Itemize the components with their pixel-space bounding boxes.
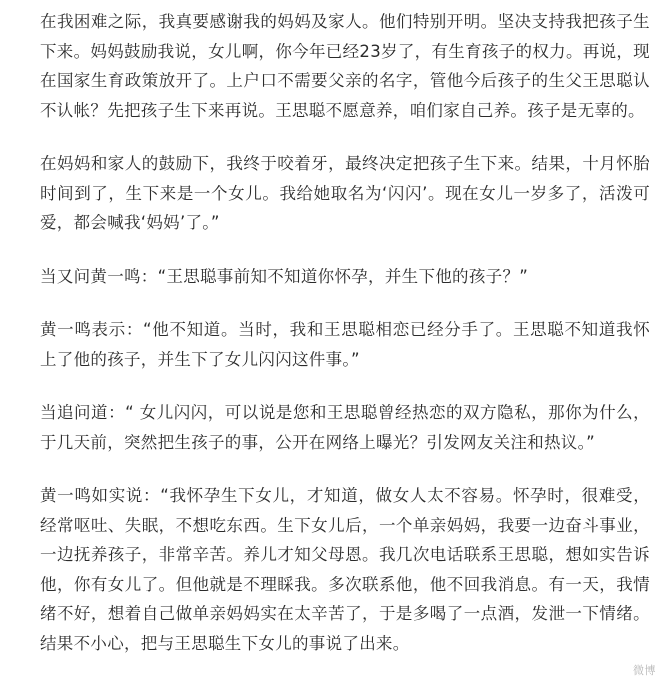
paragraph-3: 当又问黄一鸣：“王思聪事前知不知道你怀孕，并生下他的孩子？” <box>40 266 529 286</box>
paragraph-6: 黄一鸣如实说：“我怀孕生下女儿，才知道，做女人太不容易。怀孕时，很难受，经常呕吐、失眠，不想吃东西。生下女儿后，一个单亲妈妈，我要一边奋斗事业，一边抚养孩子，非常辛苦。养儿才知父母恩。我几次电话联系王思聪，想如实告诉他，你有女儿了。但他就是不理睬我。多次联系他，他不回我消息。有一天，我情绪不好，想着自己做单亲妈妈实在太辛苦了，于是多喝了一点酒，发泄一下情绪。结果不小心，把与王思聪生下女儿的事说了出来。 <box>40 486 650 653</box>
paragraph-5: 当追问道：“ 女儿闪闪，可以说是您和王思聪曾经热恋的双方隐私，那你为什么，于几天前，突然把生孩子的事，公开在网络上曝光？引发网友关注和热议。” <box>40 403 650 452</box>
watermark: 微博 <box>633 664 656 677</box>
article-body <box>40 7 650 658</box>
paragraph-2: 在妈妈和家人的鼓励下，我终于咬着牙，最终决定把孩子生下来。结果，十月怀胎时间到了，生下来是一个女儿。我给她取名为‘闪闪’。现在女儿一岁多了，活泼可爱，都会喊我‘妈妈’了。” <box>40 154 650 232</box>
paragraph-4: 黄一鸣表示：“他不知道。当时，我和王思聪相恋已经分手了。王思聪不知道我怀上了他的孩子，并生下了女儿闪闪这件事。” <box>40 320 650 369</box>
paragraph-1: 在我困难之际，我真要感谢我的妈妈及家人。他们特别开明。坚决支持我把孩子生下来。妈妈鼓励我说，女儿啊，你今年已经23岁了，有生育孩子的权力。再说，现在国家生育政策放开了。上户口不需要父亲的名字，管他今后孩子的生父王思聪认不认帐？先把孩子生下来再说。王思聪不愿意养，咱们家自己养。孩子是无辜的。 <box>40 12 650 120</box>
